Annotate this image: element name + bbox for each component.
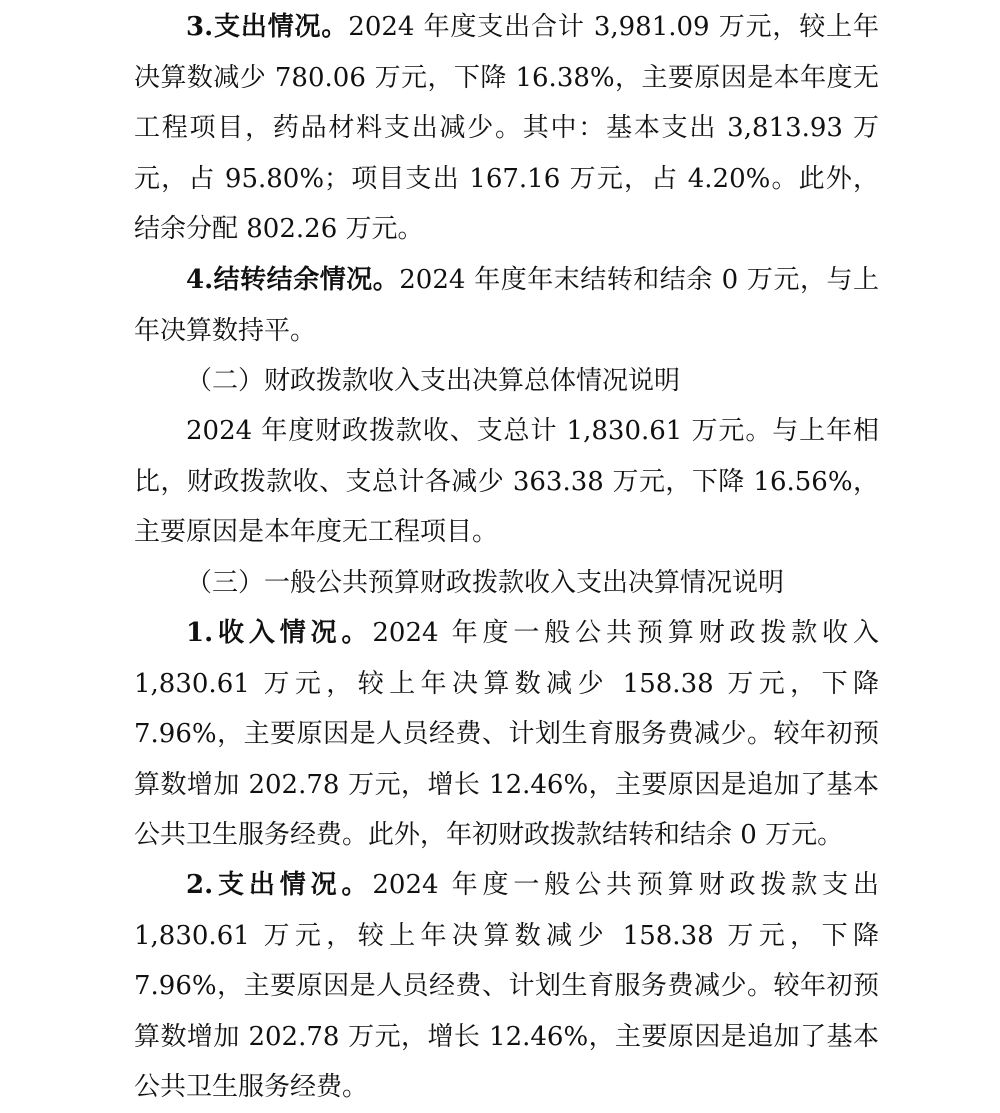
- paragraph-text: 2024 年度年末结转和结余 0 万元，与上年决算数持平。: [134, 265, 879, 346]
- paragraph-lead: 1.收入情况。: [186, 618, 373, 648]
- paragraph-text: 2024 年度财政拨款收、支总计 1,830.61 万元。与上年相比，财政拨款收、支总计各减少 363.38 万元，下降 16.56%，主要原因是本年度无工程项目。: [134, 416, 879, 548]
- section-heading-fiscal-overall: [134, 356, 879, 407]
- paragraph-text: 2024 年度一般公共预算财政拨款收入 1,830.61 万元，较上年决算数减少 158.38 万元，下降 7.96%，主要原因是人员经费、计划生育服务费减少。较年初预算数增加 202.78 万元，增长 12.46%，主要原因是追加了基本公共卫生服务经费。此外，年初财政拨款结转和结余 0 万元。: [134, 618, 879, 851]
- section-heading-text: （三）一般公共预算财政拨款收入支出决算情况说明: [186, 568, 785, 598]
- paragraph-lead: 4.结转结余情况。: [186, 265, 400, 295]
- paragraph-lead: 2.支出情况。: [186, 870, 373, 900]
- paragraph-fiscal-overall: [134, 406, 879, 558]
- paragraph-general-income: [134, 608, 879, 861]
- section-heading-general-budget: [134, 558, 879, 609]
- paragraph-carryover: [134, 255, 879, 356]
- paragraph-text: 2024 年度一般公共预算财政拨款支出 1,830.61 万元，较上年决算数减少 158.38 万元，下降 7.96%，主要原因是人员经费、计划生育服务费减少。较年初预算数增加 202.78 万元，增长 12.46%，主要原因是追加了基本公共卫生服务经费。: [134, 870, 879, 1103]
- section-heading-text: （二）财政拨款收入支出决算总体情况说明: [186, 366, 681, 396]
- paragraph-text: 2024 年度支出合计 3,981.09 万元，较上年决算数减少 780.06 万元，下降 16.38%，主要原因是本年度无工程项目，药品材料支出减少。其中：基本支出 3,813.93 万元，占 95.80%；项目支出 167.16 万元，占 4.20%。此外，结余分配 802.26 万元。: [134, 12, 879, 245]
- paragraph-expenditure: [134, 2, 879, 255]
- paragraph-lead: 3.支出情况。: [186, 12, 349, 42]
- paragraph-general-expenditure: [134, 860, 879, 1113]
